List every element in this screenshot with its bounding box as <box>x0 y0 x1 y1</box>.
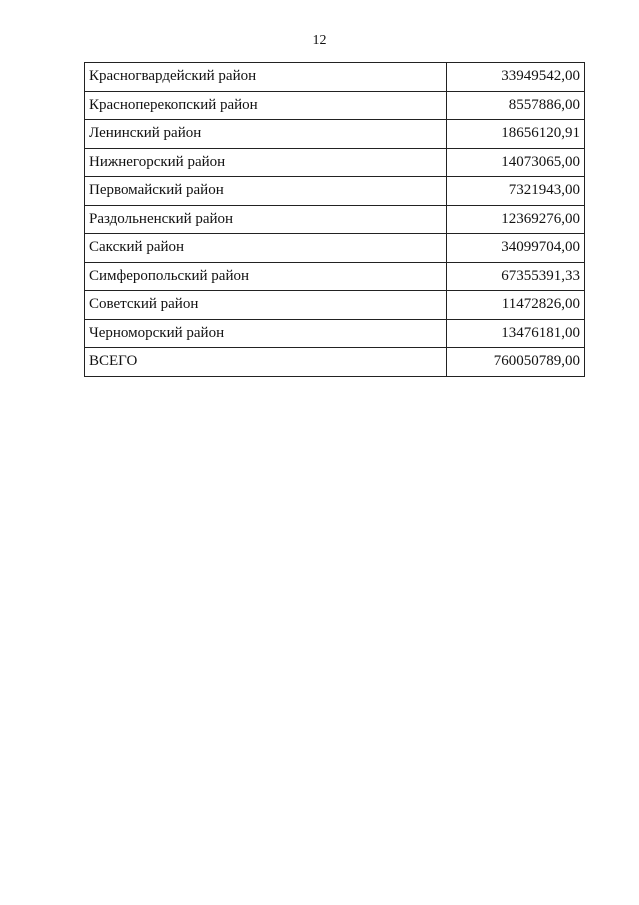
region-name: Сакский район <box>85 234 447 263</box>
region-amount: 34099704,00 <box>447 234 585 263</box>
budget-distribution-table <box>84 62 585 377</box>
region-amount: 11472826,00 <box>447 291 585 320</box>
page-number: 12 <box>312 33 327 48</box>
table-row <box>85 319 585 348</box>
total-label: ВСЕГО <box>85 348 447 377</box>
table-row <box>85 148 585 177</box>
region-amount: 18656120,91 <box>447 120 585 149</box>
total-amount: 760050789,00 <box>447 348 585 377</box>
region-name: Нижнегорский район <box>85 148 447 177</box>
region-name: Симферопольский район <box>85 262 447 291</box>
table-body <box>85 63 585 377</box>
region-name: Первомайский район <box>85 177 447 206</box>
region-amount: 7321943,00 <box>447 177 585 206</box>
region-name: Раздольненский район <box>85 205 447 234</box>
table-row <box>85 234 585 263</box>
region-amount: 12369276,00 <box>447 205 585 234</box>
table-row <box>85 120 585 149</box>
table-row <box>85 291 585 320</box>
region-amount: 33949542,00 <box>447 63 585 92</box>
region-amount: 8557886,00 <box>447 91 585 120</box>
region-name: Красноперекопский район <box>85 91 447 120</box>
region-name: Ленинский район <box>85 120 447 149</box>
region-amount: 14073065,00 <box>447 148 585 177</box>
region-amount: 67355391,33 <box>447 262 585 291</box>
table-row <box>85 91 585 120</box>
total-row <box>85 348 585 377</box>
table-row <box>85 177 585 206</box>
region-amount: 13476181,00 <box>447 319 585 348</box>
table-row <box>85 205 585 234</box>
region-name: Черноморский район <box>85 319 447 348</box>
region-name: Советский район <box>85 291 447 320</box>
region-name: Красногвардейский район <box>85 63 447 92</box>
table-row <box>85 262 585 291</box>
table-row <box>85 63 585 92</box>
